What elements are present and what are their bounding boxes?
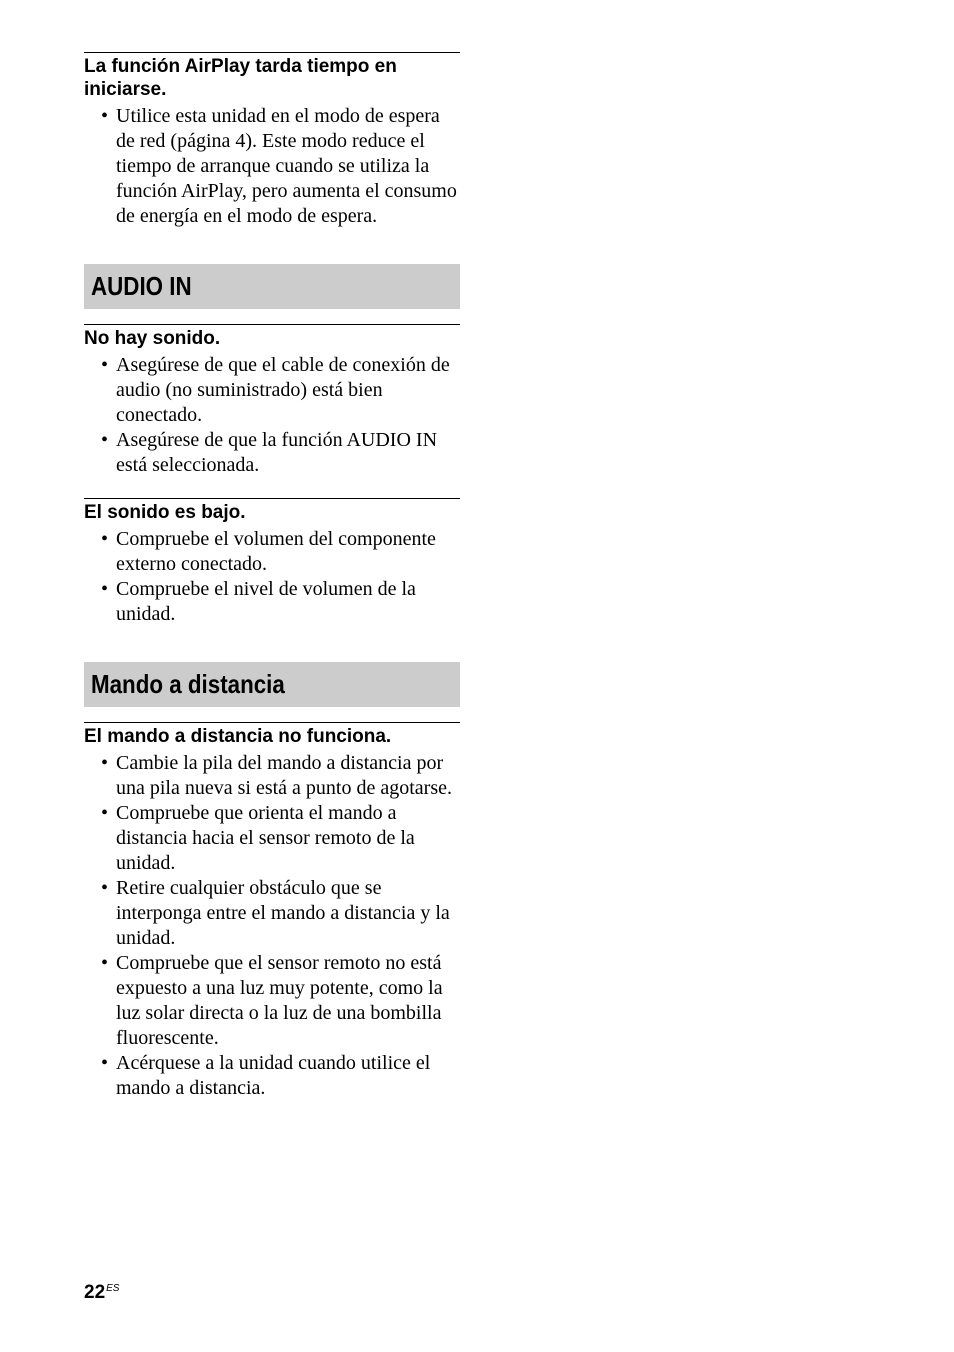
list-item: • Compruebe que orienta el mando a distancia hacia el sensor remoto de la unidad.: [101, 802, 415, 874]
page-number-value: 22: [84, 1282, 106, 1303]
page-number: [84, 1282, 119, 1304]
bullet-icon: •: [101, 105, 109, 127]
list-item: • Asegúrese de que la función AUDIO IN está seleccionada.: [101, 429, 438, 476]
list-item: • Retire cualquier obstáculo que se interponga entre el mando a distancia y la unidad.: [101, 877, 450, 949]
bullet-icon: •: [101, 528, 109, 550]
bullet-icon: •: [101, 1052, 109, 1074]
list-item: • Utilice esta unidad en el modo de espera de red (página 4). Este modo reduce el tiempo de arranque cuando se utiliza la función AirPlay, pero aumenta el consumo de energía en el modo de espera.: [101, 105, 457, 227]
bullet-icon: •: [101, 877, 109, 899]
content-column: [84, 52, 460, 1101]
section-heading: AUDIO IN: [91, 271, 192, 301]
topic-airplay-slow: [84, 52, 460, 229]
bullet-icon: •: [101, 354, 109, 376]
page-language-code: ES: [106, 1283, 120, 1294]
topic-title: La función AirPlay tarda tiempo en iniciarse.: [84, 56, 397, 100]
section-banner-audio-in: [84, 264, 460, 309]
bullet-icon: •: [101, 429, 109, 451]
list-item: • Asegúrese de que el cable de conexión de audio (no suministrado) está bien conectado.: [101, 354, 450, 426]
topic-title: El sonido es bajo.: [84, 502, 246, 523]
bullet-icon: •: [101, 802, 109, 824]
topic-no-sound: [84, 324, 460, 478]
bullet-icon: •: [101, 752, 109, 774]
bullet-icon: •: [101, 578, 109, 600]
list-item: • Cambie la pila del mando a distancia por una pila nueva si está a punto de agotarse.: [101, 752, 452, 799]
bullet-list: [84, 751, 460, 1101]
bullet-list: [84, 353, 460, 478]
topic-title: No hay sonido.: [84, 328, 221, 349]
list-item: • Compruebe el volumen del componente externo conectado.: [101, 528, 436, 575]
topic-title: El mando a distancia no funciona.: [84, 726, 392, 747]
bullet-list: [84, 104, 460, 229]
topic-remote-not-working: [84, 722, 460, 1101]
section-heading: Mando a distancia: [91, 669, 285, 699]
section-banner-remote-control: [84, 662, 460, 707]
list-item: • Compruebe el nivel de volumen de la unidad.: [101, 578, 416, 625]
list-item: • Acérquese a la unidad cuando utilice el mando a distancia.: [101, 1052, 431, 1099]
bullet-list: [84, 527, 460, 627]
topic-low-sound: [84, 498, 460, 627]
list-item: • Compruebe que el sensor remoto no está expuesto a una luz muy potente, como la luz solar directa o la luz de una bombilla fluorescente.: [101, 952, 443, 1049]
bullet-icon: •: [101, 952, 109, 974]
